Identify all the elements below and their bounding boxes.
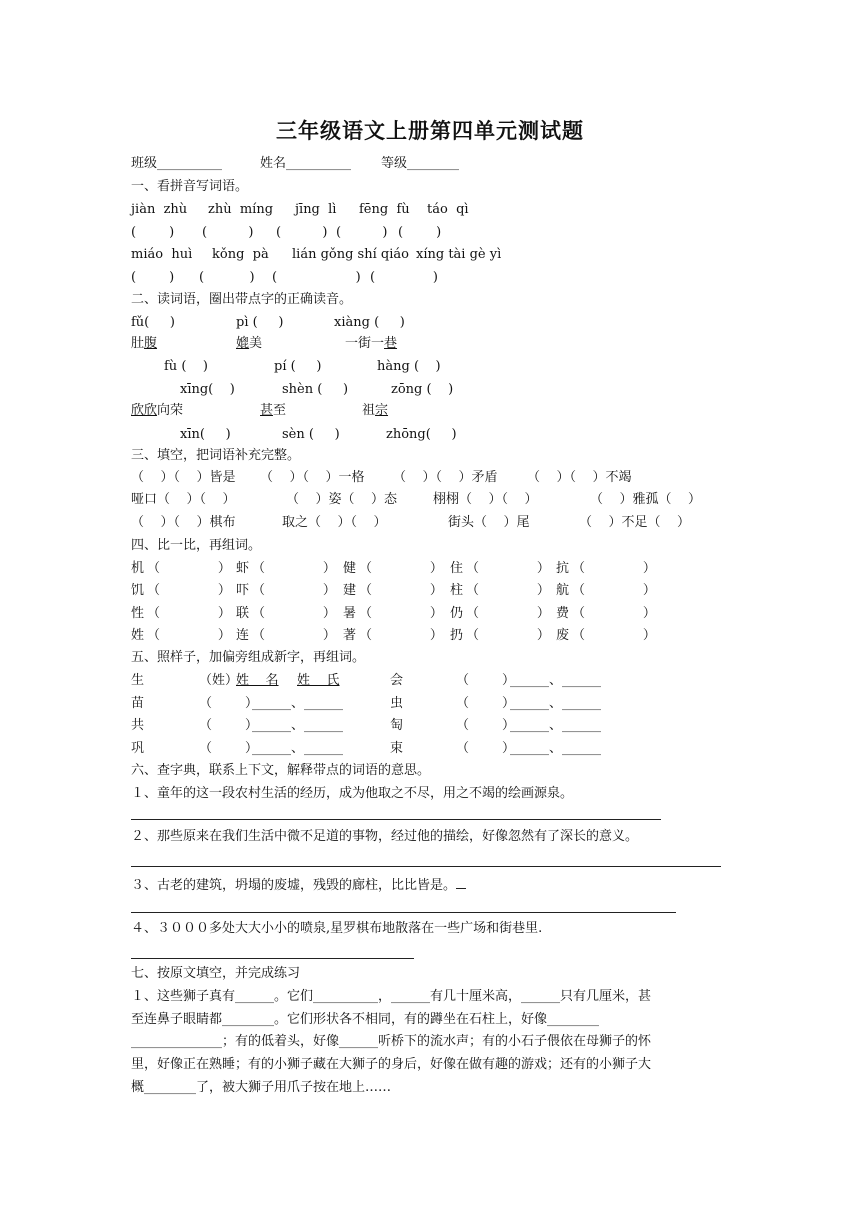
radical-blank: （ ）: [456, 696, 516, 711]
base-char: 匋: [390, 718, 404, 733]
word-blank: （ ）: [147, 628, 231, 643]
compare-char: 机: [131, 561, 145, 576]
pinyin-option: zhōng( ): [386, 427, 457, 442]
compare-char: 住: [450, 561, 464, 576]
base-char: 苗: [131, 696, 145, 711]
compare-char: 费: [556, 606, 570, 621]
word-blank: （ ）: [359, 583, 443, 598]
example-paren: （姓）: [199, 673, 239, 688]
idiom-blank: 栩栩（ ）（ ）: [433, 492, 538, 507]
word-blanks: ______、______: [252, 696, 344, 711]
word-blank: （ ）: [252, 606, 336, 621]
vocab-word: 媲美: [236, 336, 263, 351]
compare-char: 柱: [450, 583, 464, 598]
compare-char: 健: [343, 561, 357, 576]
word-blanks: ______、______: [252, 718, 344, 733]
word-blank: （ ）: [359, 628, 443, 643]
passage-line: １、这些狮子真有______。它们__________，______有几十厘米高，______只有几厘米，甚: [131, 989, 652, 1004]
compare-char: 饥: [131, 583, 145, 598]
word-blanks: ______、______: [510, 718, 602, 733]
compare-char: 仍: [450, 606, 464, 621]
compare-char: 废: [556, 628, 570, 643]
answer-blank: ( ): [131, 225, 175, 240]
word-blank: （ ）: [466, 606, 550, 621]
word-blank: （ ）: [252, 583, 336, 598]
example-word: 姓 名: [236, 673, 279, 688]
idiom-blank: （ ）（ ）皆是: [131, 470, 236, 485]
answer-blank: ( ): [336, 225, 388, 240]
idiom-blank: （ ）（ ）矛盾: [393, 470, 498, 485]
idiom-blank: 哑口（ ）（ ）: [131, 492, 236, 507]
section-5-heading: 五、照样子，加偏旁组成新字，再组词。: [131, 650, 366, 665]
answer-blank: ( ): [398, 225, 442, 240]
compare-char: 建: [343, 583, 357, 598]
class-field: 班级__________: [131, 156, 223, 171]
answer-blank: ( ): [202, 225, 254, 240]
pinyin-option: xīn( ): [180, 427, 231, 442]
vocab-word: 肚腹: [131, 336, 158, 351]
example-char: 生: [131, 673, 145, 688]
word-blanks: ______、______: [510, 673, 602, 688]
section-4-heading: 四、比一比，再组词。: [131, 538, 262, 553]
radical-blank: （ ）: [456, 718, 516, 733]
vocab-word: 祖宗: [362, 403, 389, 418]
pinyin-option: sèn ( ): [282, 427, 340, 442]
base-char: 巩: [131, 741, 145, 756]
word-blank: （ ）: [466, 583, 550, 598]
idiom-blank: （ ）（ ）一格: [260, 470, 365, 485]
answer-blank: ( ): [276, 225, 328, 240]
idiom-blank: （ ）（ ）棋布: [131, 515, 236, 530]
passage-line: 至连鼻子眼睛都________。它们形状各不相同，有的蹲坐在石柱上，好像________: [131, 1012, 600, 1027]
compare-char: 暑: [343, 606, 357, 621]
word-blanks: ______、______: [510, 741, 602, 756]
passage-line: 里，好像正在熟睡；有的小狮子藏在大狮子的身后，好像在做有趣的游戏；还有的小狮子大: [131, 1057, 652, 1072]
pinyin: miáo huì: [131, 247, 193, 262]
pinyin-option: pí ( ): [274, 359, 322, 374]
pinyin: jiàn zhù: [131, 202, 188, 217]
pinyin: xíng tài gè yì: [416, 247, 502, 262]
radical-blank: （ ）: [199, 696, 259, 711]
word-blank: （ ）: [147, 561, 231, 576]
pinyin-option: pì ( ): [236, 315, 284, 330]
pinyin: zhù míng: [208, 202, 274, 217]
pinyin-option: xīng( ): [180, 382, 235, 397]
example-word: 姓 氏: [297, 673, 340, 688]
compare-char: 扔: [450, 628, 464, 643]
pinyin-option: hàng ( ): [377, 359, 441, 374]
pinyin: jīng lì: [295, 202, 337, 217]
section-6-heading: 六、查字典，联系上下文，解释带点的词语的意思。: [131, 763, 431, 778]
vocab-word: 甚至: [260, 403, 287, 418]
radical-blank: （ ）: [456, 673, 516, 688]
compare-char: 著: [343, 628, 357, 643]
answer-blank: ( ): [370, 270, 438, 285]
radical-blank: （ ）: [199, 741, 259, 756]
word-blank: （ ）: [359, 606, 443, 621]
base-char: 束: [390, 741, 404, 756]
answer-blank: ( ): [199, 270, 255, 285]
grade-field: 等级________: [381, 156, 460, 171]
sentence-item: ２、那些原来在我们生活中微不足道的事物，经过他的描绘，好像忽然有了深长的意义。: [131, 829, 639, 844]
pinyin-option: xiàng ( ): [334, 315, 405, 330]
paper-title: 三年级语文上册第四单元测试题: [276, 118, 584, 143]
compare-char: 性: [131, 606, 145, 621]
word-blank: （ ）: [252, 628, 336, 643]
compare-char: 连: [236, 628, 250, 643]
idiom-blank: （ ）姿（ ）态: [286, 492, 398, 507]
word-blank: （ ）: [147, 583, 231, 598]
answer-line: [131, 912, 676, 913]
answer-line: [131, 958, 414, 959]
word-blanks: ______、______: [510, 696, 602, 711]
vocab-word: 一街一巷: [345, 336, 398, 351]
section-7-heading: 七、按原文填空，并完成练习: [131, 966, 301, 981]
passage-line: 概________了，被大狮子用爪子按在地上……: [131, 1080, 392, 1095]
word-blank: （ ）: [572, 628, 656, 643]
pinyin: lián gǒng shí qiáo: [292, 247, 409, 262]
answer-line: [131, 866, 721, 867]
sentence-item: ４、３０００多处大大小小的喷泉,星罗棋布地散落在一些广场和街巷里.: [131, 921, 543, 936]
word-blank: （ ）: [572, 606, 656, 621]
vocab-word: 欣欣向荣: [131, 403, 184, 418]
idiom-blank: （ ）（ ）不竭: [527, 470, 632, 485]
word-blank: （ ）: [147, 606, 231, 621]
pinyin-option: fù ( ): [164, 359, 208, 374]
idiom-blank: （ ）雅孤（ ）: [590, 492, 702, 507]
pinyin-option: fǔ( ): [131, 315, 175, 330]
word-blank: （ ）: [466, 561, 550, 576]
section-3-heading: 三、填空，把词语补充完整。: [131, 448, 301, 463]
idiom-blank: 街头（ ）尾: [448, 515, 530, 530]
base-char: 会: [390, 673, 404, 688]
answer-blank: ( ): [272, 270, 361, 285]
word-blank: （ ）: [252, 561, 336, 576]
base-char: 共: [131, 718, 145, 733]
section-2-heading: 二、读词语，圈出带点字的正确读音。: [131, 292, 353, 307]
compare-char: 虾: [236, 561, 250, 576]
name-field: 姓名__________: [260, 156, 352, 171]
compare-char: 姓: [131, 628, 145, 643]
word-blank: （ ）: [359, 561, 443, 576]
answer-line: [131, 819, 661, 820]
pinyin: fēng fù: [359, 202, 410, 217]
sentence-item: ３、古老的建筑，坍塌的废墟，残毁的廊柱，比比皆是。: [131, 876, 466, 894]
pinyin: kǒng pà: [212, 247, 269, 262]
pinyin-option: shèn ( ): [282, 382, 349, 397]
word-blank: （ ）: [466, 628, 550, 643]
passage-line: ______________；有的低着头，好像______听桥下的流水声；有的小石子偎依在母狮子的怀: [131, 1034, 652, 1049]
section-1-heading: 一、看拼音写词语。: [131, 179, 249, 194]
compare-char: 航: [556, 583, 570, 598]
sentence-item: １、童年的这一段农村生活的经历，成为他取之不尽，用之不竭的绘画源泉。: [131, 786, 574, 801]
word-blanks: ______、______: [252, 741, 344, 756]
base-char: 虫: [390, 696, 404, 711]
answer-blank: ( ): [131, 270, 175, 285]
radical-blank: （ ）: [199, 718, 259, 733]
idiom-blank: （ ）不足（ ）: [579, 515, 691, 530]
compare-char: 联: [236, 606, 250, 621]
compare-char: 吓: [236, 583, 250, 598]
pinyin-option: zōng ( ): [391, 382, 454, 397]
idiom-blank: 取之（ ）（ ）: [282, 515, 387, 530]
radical-blank: （ ）: [456, 741, 516, 756]
word-blank: （ ）: [572, 583, 656, 598]
compare-char: 抗: [556, 561, 570, 576]
word-blank: （ ）: [572, 561, 656, 576]
pinyin: táo qì: [427, 202, 469, 217]
